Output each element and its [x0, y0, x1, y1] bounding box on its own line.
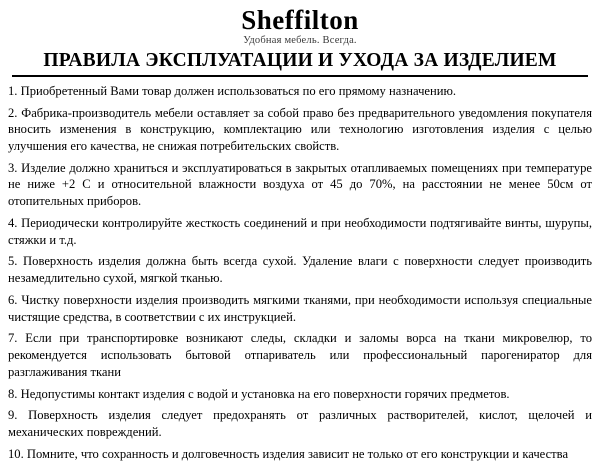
title-divider — [12, 75, 588, 77]
document-title-wrap — [0, 50, 600, 71]
paragraph: 4. Периодически контролируйте жесткость соединений и при необходимости подтягивайте винты, шурупы, стяжки и т.д. — [8, 215, 592, 247]
paragraph: 6. Чистку поверхности изделия производить мягкими тканями, при необходимости используя специальные чистящие средства, в соответствии с их инструкцией. — [8, 292, 592, 324]
document-body — [8, 83, 592, 462]
document-page — [0, 5, 600, 461]
brand-tagline: Удобная мебель. Всегда. — [243, 35, 357, 47]
paragraph: 8. Недопустимы контакт изделия с водой и установка на его поверхности горячих предметов. — [8, 386, 510, 401]
paragraph: 10. Помните, что сохранность и долговечность изделия зависит не только от его конструкции и качества — [8, 446, 569, 461]
paragraph: 9. Поверхность изделия следует предохранять от различных растворителей, кислот, щелочей и механических повреждений. — [8, 408, 592, 439]
brand-name: Sheffilton — [241, 5, 359, 35]
paragraph: 7. Если при транспортировке возникают следы, складки и заломы ворса на ткани микровелюр, то рекомендуется использовать бытовой отпариватель или профессиональный парогениратор для разглаживания ткани — [8, 331, 592, 379]
page-title: ПРАВИЛА ЭКСПЛУАТАЦИИ И УХОДА ЗА ИЗДЕЛИЕМ — [43, 50, 557, 72]
paragraph: 1. Приобретенный Вами товар должен использоваться по его прямому назначению. — [8, 83, 457, 98]
paragraph: 2. Фабрика-производитель мебели оставляет за собой право без предварительного уведомления покупателя вносить изменения в конструкцию, комплектацию или технологию изготовления изделия с целью улучшения его качества, не снижая потребительских свойств. — [8, 105, 592, 153]
paragraph: 3. Изделие должно храниться и эксплуатироваться в закрытых отапливаемых помещениях при температуре не ниже +2 С и относительной влажности воздуха от 45 до 70%, на расстоянии не менее 50см от отопительных приборов. — [8, 160, 592, 209]
paragraph: 5. Поверхность изделия должна быть всегда сухой. Удаление влаги с поверхности следует производить незамедлительно сухой, мягкой тканью. — [8, 254, 592, 286]
brand-header — [0, 6, 600, 46]
